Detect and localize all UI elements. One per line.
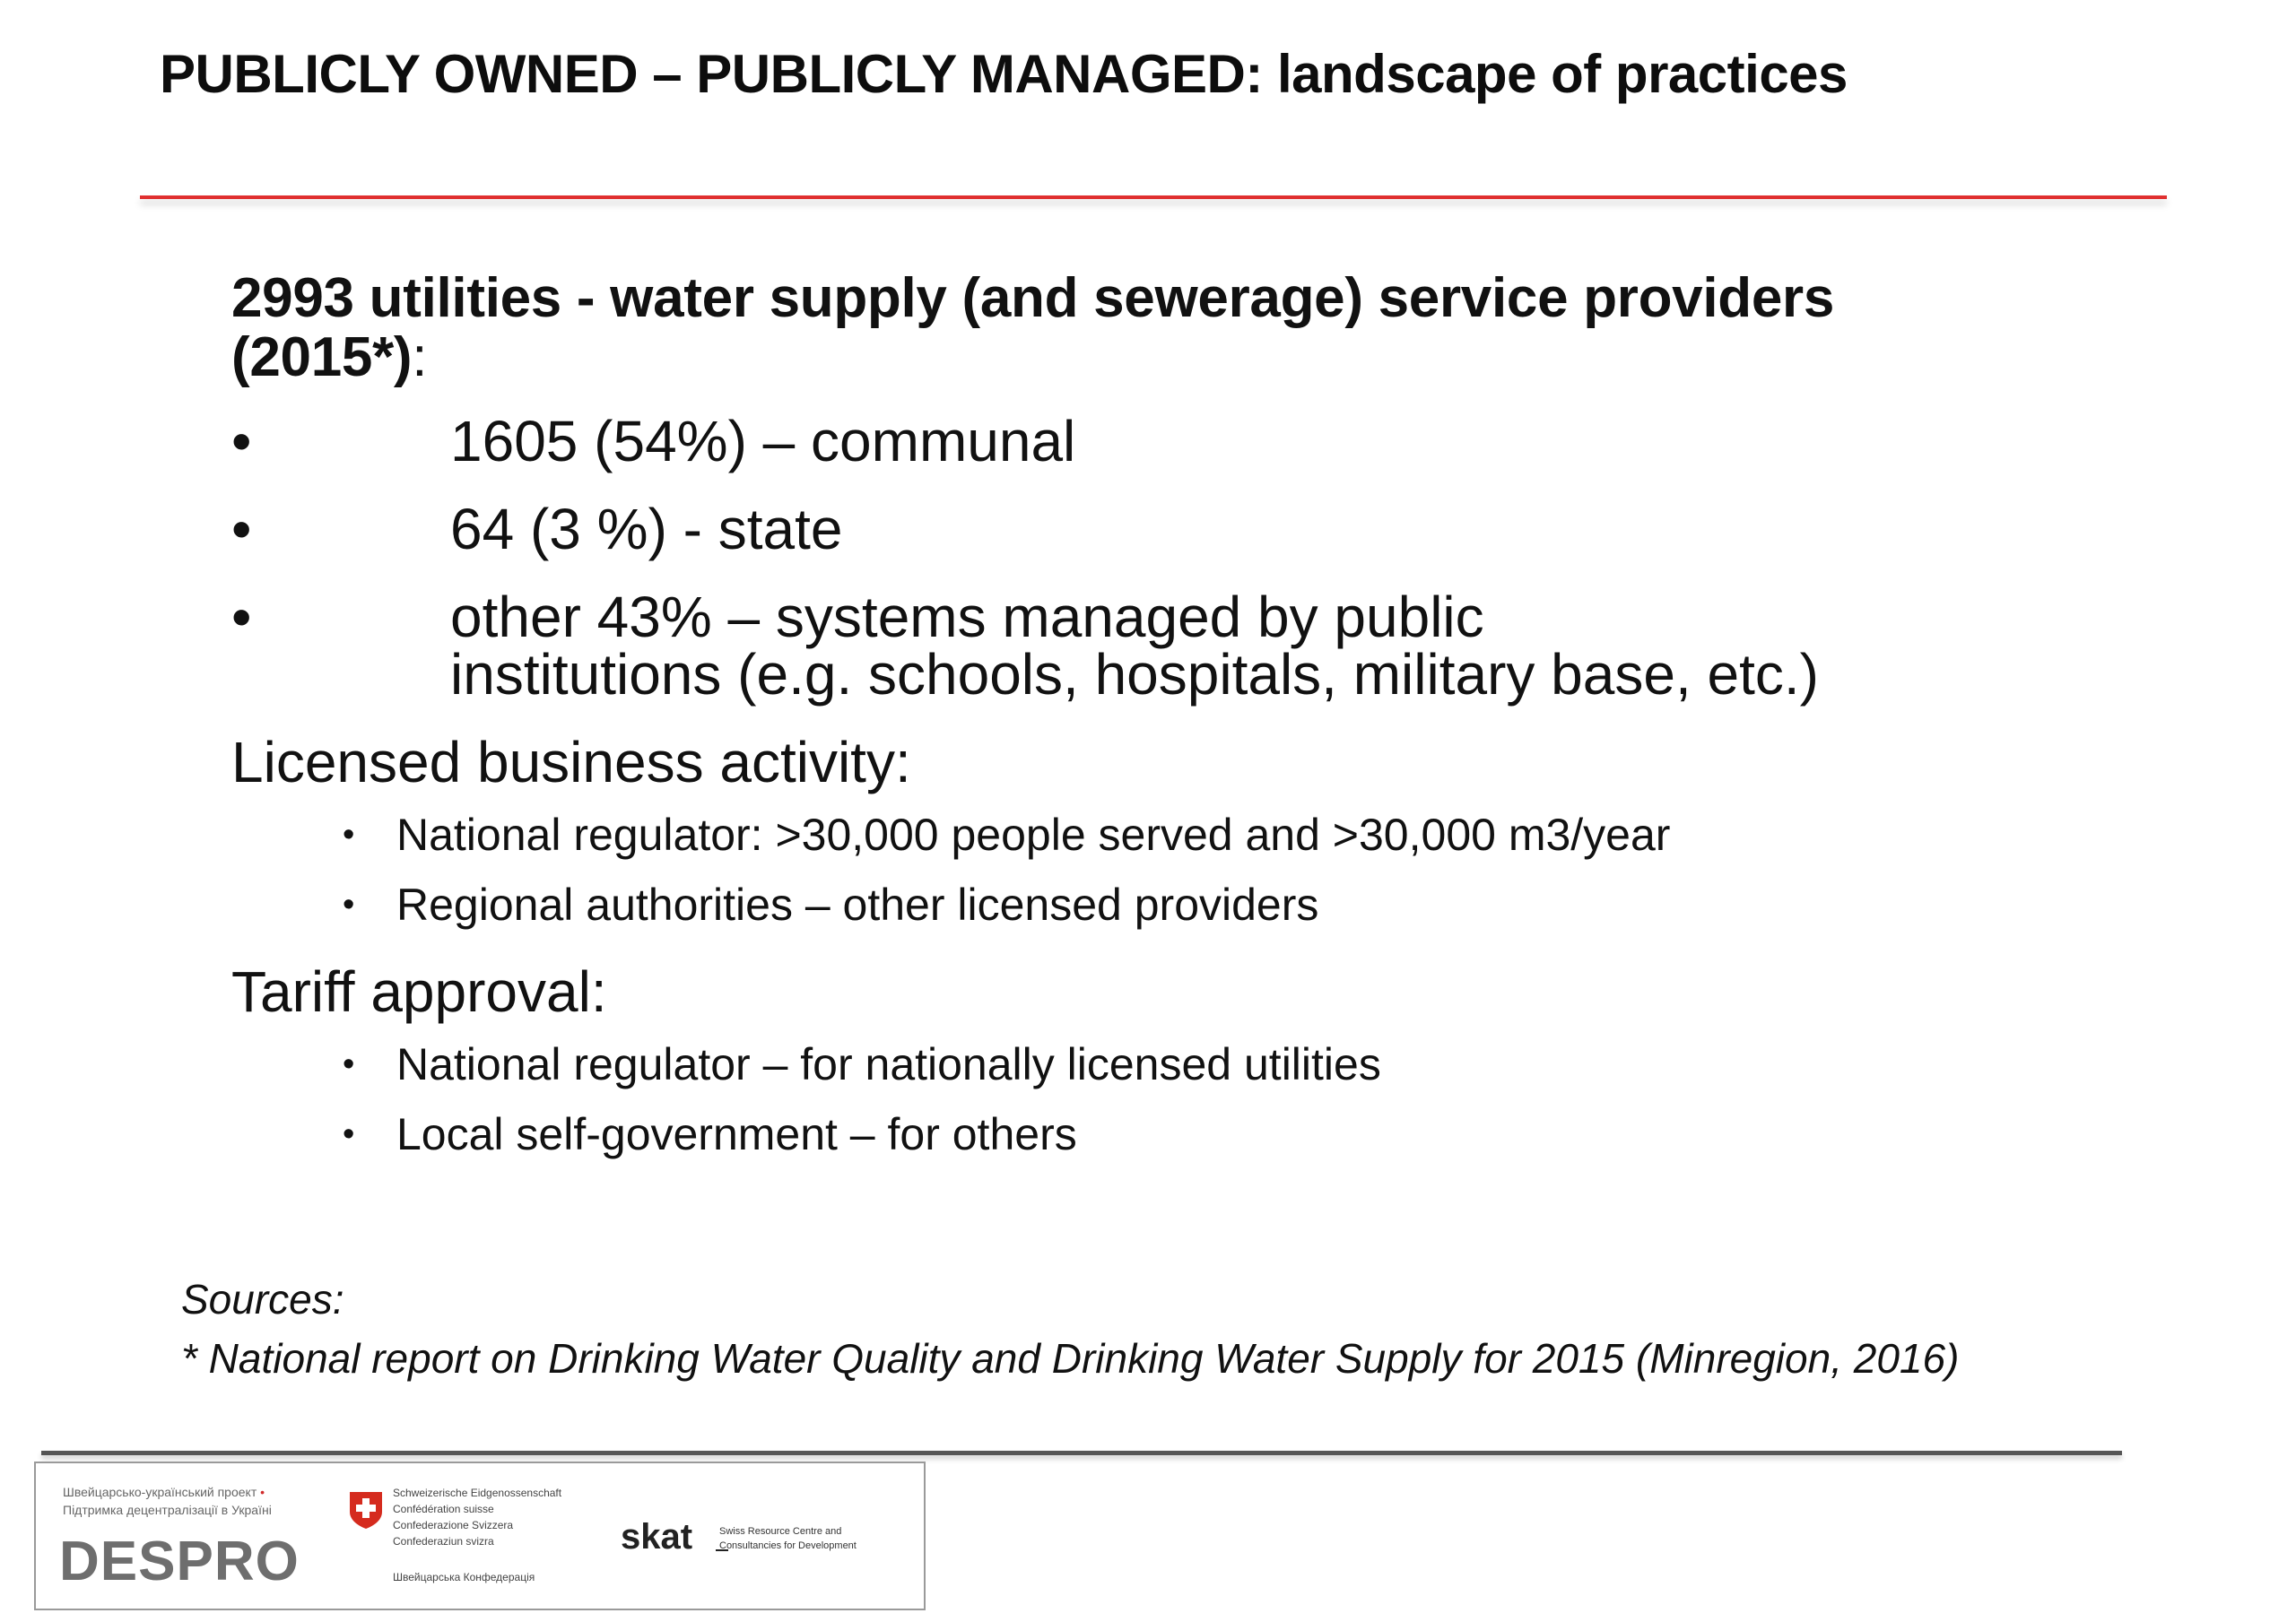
list-item-text: [450, 585, 2065, 707]
bullet-marker: •: [343, 1115, 355, 1153]
swiss-confederation-line: Schweizerische Eidgenossenschaft: [393, 1487, 562, 1499]
skat-tagline-line2: Consultancies for Development: [719, 1540, 857, 1551]
list-item-text: Local self-government – for others: [396, 1109, 1077, 1159]
utilities-heading-line2: (2015*): [231, 326, 413, 388]
footer-divider: [41, 1451, 2122, 1455]
bullet-marker: •: [343, 886, 355, 924]
swiss-confederation-line: Confederazione Svizzera: [393, 1519, 514, 1531]
list-item: [231, 409, 2115, 473]
list-item-text-line2: institutions (e.g. schools, hospitals, military base, etc.): [450, 642, 1819, 707]
despro-tagline-dot: •: [260, 1485, 265, 1499]
utilities-heading: [231, 269, 2115, 387]
title-divider: [140, 195, 2167, 199]
licensing-heading: Licensed business activity:: [231, 730, 911, 794]
utilities-heading-colon: :: [412, 326, 428, 388]
despro-logo: DESPRO: [59, 1531, 300, 1592]
sources-block: [181, 1270, 1959, 1388]
bullet-marker: •: [231, 409, 252, 473]
list-item-text: 64 (3 %) - state: [450, 497, 843, 561]
list-item-text-line1: other 43% – systems managed by public: [450, 585, 1484, 649]
licensing-list: [231, 810, 2115, 930]
slide-title: PUBLICLY OWNED – PUBLICLY MANAGED: landscape of practices: [160, 44, 1848, 104]
sources-reference: * National report on Drinking Water Quality and Drinking Water Supply for 2015 (Minregion, 2016): [181, 1335, 1960, 1382]
skat-tagline-line1: Swiss Resource Centre and: [719, 1526, 842, 1537]
list-item: [343, 810, 2115, 860]
partner-logos: [34, 1462, 926, 1610]
despro-tagline: [63, 1485, 265, 1499]
tariff-list: [231, 1039, 2115, 1159]
despro-tagline-line2: Підтримка децентралізації в Україні: [63, 1503, 272, 1517]
list-item: [231, 585, 2115, 707]
slide-content: [231, 269, 2115, 1193]
swiss-flag-icon: [348, 1490, 384, 1530]
list-item: [343, 880, 2115, 930]
despro-tagline-line1: Швейцарсько-український проект: [63, 1485, 257, 1499]
utilities-heading-line1: 2993 utilities - water supply (and sewerage) service providers: [231, 267, 1835, 329]
bullet-marker: •: [231, 585, 252, 649]
list-item: [343, 1109, 2115, 1159]
list-item-text: 1605 (54%) – communal: [450, 409, 1076, 473]
skat-logo: skat: [621, 1517, 693, 1557]
bullet-marker: •: [231, 497, 252, 561]
swiss-confederation-line: Confederaziun svizra: [393, 1535, 494, 1548]
list-item: [343, 1039, 2115, 1089]
bullet-marker: •: [343, 1045, 355, 1083]
bullet-marker: •: [343, 816, 355, 854]
swiss-confederation-line: Confédération suisse: [393, 1503, 494, 1515]
sources-label: Sources:: [181, 1276, 344, 1323]
list-item-text: National regulator – for nationally licensed utilities: [396, 1039, 1381, 1089]
list-item-text: Regional authorities – other licensed providers: [396, 880, 1319, 930]
tariff-heading: Tariff approval:: [231, 959, 607, 1024]
utilities-list: [231, 409, 2115, 707]
swiss-confederation-ua: Швейцарська Конфедерація: [393, 1571, 535, 1583]
list-item: [231, 497, 2115, 561]
list-item-text: National regulator: >30,000 people served and >30,000 m3/year: [396, 810, 1671, 860]
